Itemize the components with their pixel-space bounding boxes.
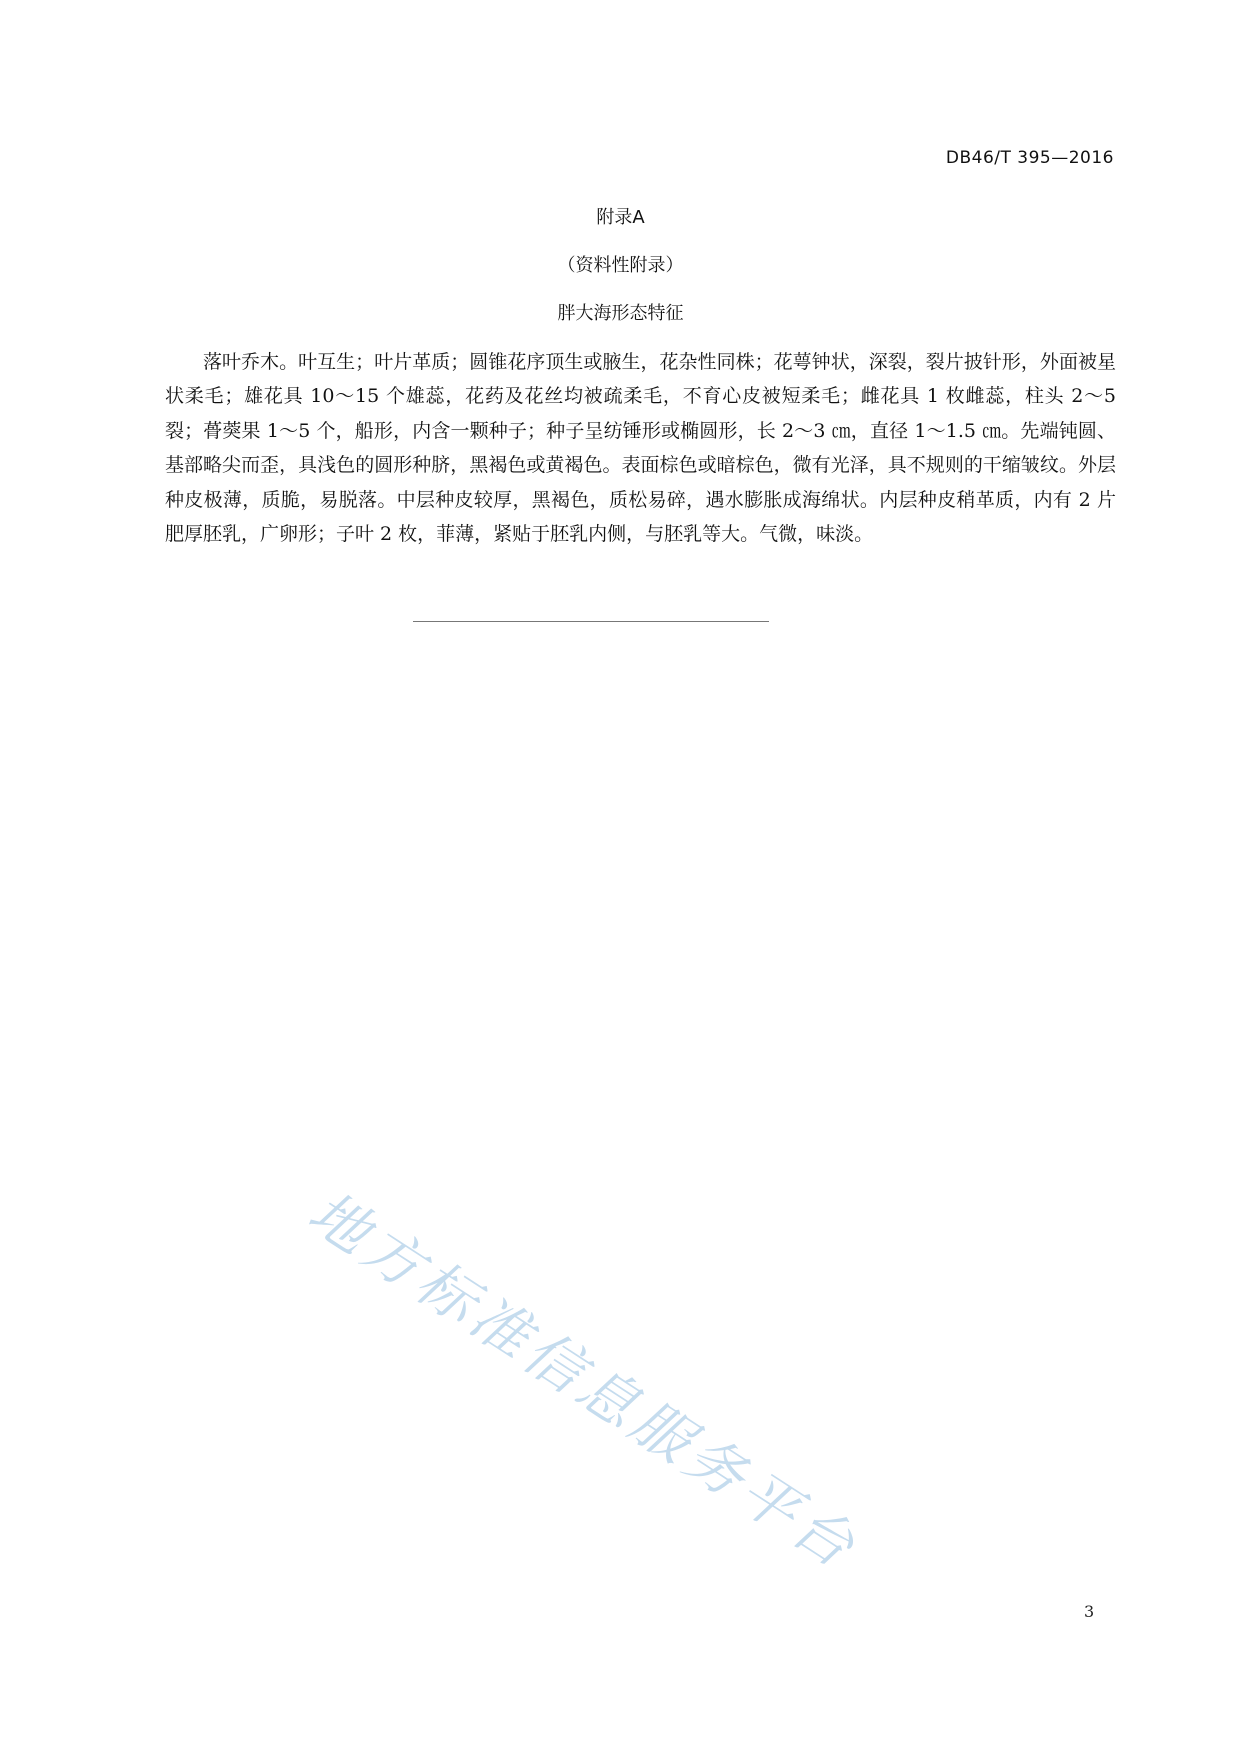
page-number: 3 bbox=[1084, 1602, 1095, 1621]
document-code: DB46/T 395—2016 bbox=[945, 148, 1114, 168]
end-rule bbox=[413, 621, 769, 622]
appendix-type: （资料性附录） bbox=[557, 255, 684, 276]
watermark: 地方标准信息服务平台 bbox=[296, 1177, 871, 1584]
morphology-paragraph: 落叶乔木。叶互生；叶片革质；圆锥花序顶生或腋生，花杂性同株；花萼钟状，深裂，裂片披针形，外面被星状柔毛；雄花具 10～15 个雄蕊，花药及花丝均被疏柔毛，不育心皮被短柔毛；雌花具 1 枚雌蕊，柱头 2～5 裂；蓇葖果 1～5 个，船形，内含一颗种子；种子呈纺锤形或椭圆形，长 2～3 ㎝，直径 1～1.5 ㎝。先端钝圆、基部略尖而歪，具浅色的圆形种脐，黑褐色或黄褐色。表面棕色或暗棕色，微有光泽，具不规则的干缩皱纹。外层种皮极薄，质脆，易脱落。中层种皮较厚，黑褐色，质松易碎，遇水膨胀成海绵状。内层种皮稍革质，内有 2 片肥厚胚乳，广卵形；子叶 2 枚，菲薄，紧贴于胚乳内侧，与胚乳等大。气微，味淡。 bbox=[165, 351, 1116, 546]
appendix-title: 附录A bbox=[596, 207, 645, 228]
section-title: 胖大海形态特征 bbox=[557, 303, 684, 324]
